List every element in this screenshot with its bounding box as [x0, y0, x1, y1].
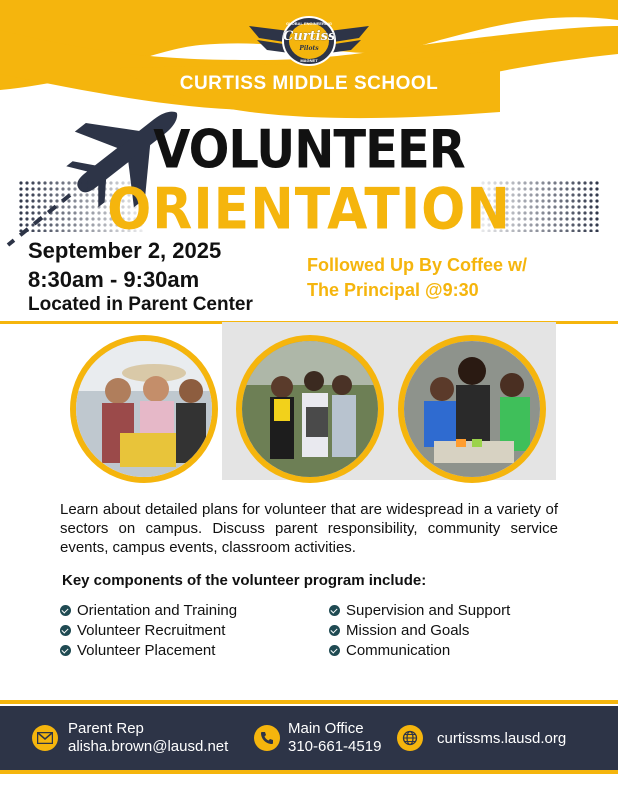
- globe-icon: [397, 725, 423, 751]
- key-components-list-right: [329, 600, 510, 660]
- key-components-heading: Key components of the volunteer program include:: [62, 572, 427, 589]
- coffee-note: [307, 253, 597, 303]
- check-circle-icon: [60, 645, 71, 656]
- parent-rep-label: Parent Rep: [68, 720, 144, 737]
- list-item: Supervision and Support: [329, 600, 510, 620]
- logo-brand: Curtiss: [283, 29, 336, 44]
- check-circle-icon: [329, 605, 340, 616]
- school-logo: [239, 14, 379, 72]
- list-item: Volunteer Recruitment: [60, 620, 237, 640]
- main-office-contact: [288, 720, 381, 756]
- photo-volunteers-3: [398, 335, 546, 483]
- key-components-list-left: [60, 600, 237, 660]
- footer-rule-bottom: [0, 770, 618, 774]
- check-circle-icon: [329, 645, 340, 656]
- parent-rep-contact: [68, 720, 228, 756]
- list-item: Orientation and Training: [60, 600, 237, 620]
- main-office-label: Main Office: [288, 720, 364, 737]
- footer-rule-top: [0, 700, 618, 704]
- website-link[interactable]: curtissms.lausd.org: [437, 730, 567, 747]
- event-location: Located in Parent Center: [28, 294, 253, 315]
- envelope-icon: [32, 725, 58, 751]
- check-circle-icon: [60, 605, 71, 616]
- footer-bar: [0, 706, 618, 770]
- check-circle-icon: [329, 625, 340, 636]
- school-name: CURTISS MIDDLE SCHOOL: [179, 73, 439, 94]
- logo-sub: Pilots: [299, 45, 319, 52]
- event-time: 8:30am - 9:30am: [28, 267, 200, 292]
- list-item: Mission and Goals: [329, 620, 510, 640]
- main-office-phone[interactable]: 310-661-4519: [288, 738, 382, 755]
- check-circle-icon: [60, 625, 71, 636]
- event-date: September 2, 2025: [28, 238, 222, 263]
- phone-icon: [254, 725, 280, 751]
- title-orientation: ORIENTATION: [107, 177, 511, 243]
- coffee-line-1: Followed Up By Coffee w/: [307, 255, 528, 275]
- list-item: Communication: [329, 640, 510, 660]
- description-text: Learn about detailed plans for volunteer that are widespread in a variety of sectors on campus. Discuss parent responsibility, community service events, campus events, classroom activities.: [60, 501, 558, 556]
- logo-ring-bottom: MAGNET: [300, 58, 318, 63]
- coffee-line-2: The Principal @9:30: [307, 280, 479, 300]
- photo-volunteers-2: [236, 335, 384, 483]
- photo-volunteers-1: [70, 335, 218, 483]
- list-item: Volunteer Placement: [60, 640, 237, 660]
- parent-rep-email[interactable]: alisha.brown@lausd.net: [68, 738, 229, 755]
- title-volunteer: VOLUNTEER: [153, 119, 465, 181]
- logo-ring-top: GLOBAL ENGINEERING: [286, 21, 332, 26]
